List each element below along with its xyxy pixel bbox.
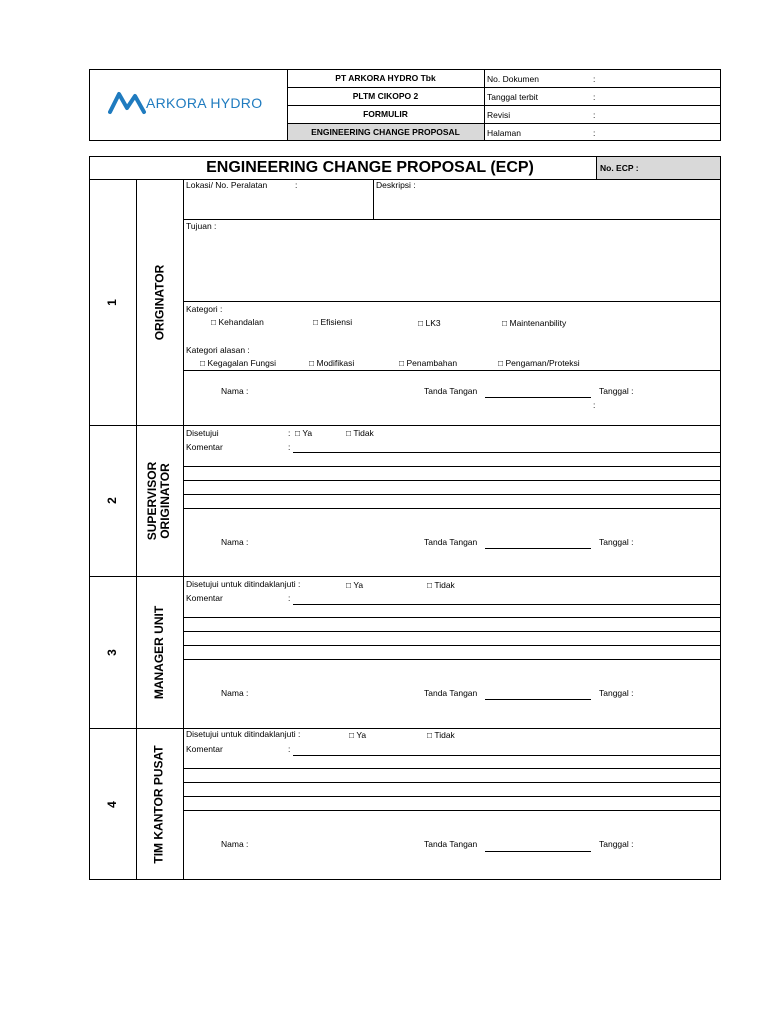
company-logo (108, 90, 268, 116)
lokasi-label: Lokasi/ No. Peralatan (186, 180, 268, 190)
s2-tanggal-label: Tanggal : (599, 537, 634, 547)
s4-komentar-label: Komentar (186, 744, 223, 754)
s4-tanggal-label: Tanggal : (599, 839, 634, 849)
lokasi-field[interactable] (186, 192, 371, 218)
s2-komentar-line[interactable] (293, 452, 721, 453)
meta-label-terbit: Tanggal terbit (487, 92, 539, 102)
form-title: ENGINEERING CHANGE PROPOSAL (ECP) (206, 159, 534, 176)
alasan-option-kegagalan[interactable]: □ Kegagalan Fungsi (200, 358, 277, 368)
section-4-number: 4 (105, 800, 119, 808)
s4-komentar-line[interactable] (293, 755, 721, 756)
s3-nama-label: Nama : (221, 688, 249, 698)
s1-nama-label: Nama : (221, 386, 249, 396)
s2-tidak-checkbox[interactable]: □ Tidak (346, 428, 374, 438)
meta-label-halaman: Halaman (487, 128, 522, 138)
alasan-label: Kategori alasan : (186, 345, 250, 355)
s3-signature-line[interactable] (485, 699, 591, 700)
s4-tidak-checkbox[interactable]: □ Tidak (427, 730, 455, 740)
kategori-option-maintainability[interactable]: □ Maintenanbility (502, 318, 567, 328)
s3-ttd-label: Tanda Tangan (424, 688, 478, 698)
s2-komentar-label: Komentar (186, 442, 223, 452)
meta-value-terbit: : (593, 92, 596, 102)
s4-ya-checkbox[interactable]: □ Ya (349, 730, 367, 740)
s3-disetujui-label: Disetujui untuk ditindaklanjuti : (186, 579, 301, 589)
deskripsi-field[interactable] (376, 192, 719, 218)
s4-komentar-colon: : (288, 744, 291, 754)
arkora-logo-icon (108, 90, 148, 116)
meta-value-halaman: : (593, 128, 596, 138)
deskripsi-label: Deskripsi : (376, 180, 416, 190)
s3-tidak-checkbox[interactable]: □ Tidak (427, 580, 455, 590)
s4-signature-line[interactable] (485, 851, 591, 852)
kategori-option-lk3[interactable]: □ LK3 (418, 318, 441, 328)
s4-ttd-label: Tanda Tangan (424, 839, 478, 849)
meta-label-dokumen: No. Dokumen (487, 74, 539, 84)
section-3-role: MANAGER UNIT (152, 605, 167, 699)
alasan-option-modifikasi[interactable]: □ Modifikasi (309, 358, 355, 368)
form-type: FORMULIR (363, 109, 408, 119)
s2-ya-checkbox[interactable]: □ Ya (295, 428, 313, 438)
alasan-option-penambahan[interactable]: □ Penambahan (399, 358, 458, 368)
plant-name: PLTM CIKOPO 2 (352, 91, 419, 101)
s4-nama-label: Nama : (221, 839, 249, 849)
meta-label-revisi: Revisi (487, 110, 511, 120)
section-2-number: 2 (105, 497, 119, 504)
s2-signature-line[interactable] (485, 548, 591, 549)
meta-value-revisi: : (593, 110, 596, 120)
s3-komentar-line[interactable] (293, 604, 721, 605)
s2-disetujui-colon: : (288, 428, 291, 438)
section-3-number: 3 (105, 648, 119, 656)
logo-text: ARKORA HYDRO (146, 95, 263, 111)
s2-disetujui-label: Disetujui (186, 428, 219, 438)
tujuan-field[interactable] (186, 233, 719, 299)
s1-tanggal-label: Tanggal : (599, 386, 634, 396)
lokasi-colon: : (295, 180, 298, 190)
section-1-number: 1 (105, 298, 119, 306)
no-ecp-label: No. ECP : (600, 163, 639, 173)
company-name: PT ARKORA HYDRO Tbk (335, 73, 436, 83)
s3-tanggal-label: Tanggal : (599, 688, 634, 698)
section-1-role: ORIGINATOR (152, 264, 166, 340)
s2-nama-label: Nama : (221, 537, 249, 547)
kategori-option-kehandalan[interactable]: □ Kehandalan (211, 317, 264, 327)
s4-disetujui-label: Disetujui untuk ditindaklanjuti : (186, 729, 301, 739)
tujuan-label: Tujuan : (186, 221, 217, 231)
s1-extra-colon: : (593, 400, 596, 410)
alasan-option-pengaman[interactable]: □ Pengaman/Proteksi (498, 358, 580, 368)
s1-signature-line[interactable] (485, 397, 591, 398)
kategori-option-efisiensi[interactable]: □ Efisiensi (313, 317, 353, 327)
s3-ya-checkbox[interactable]: □ Ya (346, 580, 364, 590)
s3-komentar-label: Komentar (186, 593, 223, 603)
s3-komentar-colon: : (288, 593, 291, 603)
section-2-role: SUPERVISOR ORIGINATOR (145, 461, 173, 540)
s2-ttd-label: Tanda Tangan (424, 537, 478, 547)
s1-ttd-label: Tanda Tangan (424, 386, 478, 396)
form-name: ENGINEERING CHANGE PROPOSAL (311, 127, 460, 137)
meta-value-dokumen: : (593, 74, 596, 84)
section-4-role: TIM KANTOR PUSAT (152, 744, 166, 864)
kategori-label: Kategori : (186, 304, 223, 314)
s2-komentar-colon: : (288, 442, 291, 452)
